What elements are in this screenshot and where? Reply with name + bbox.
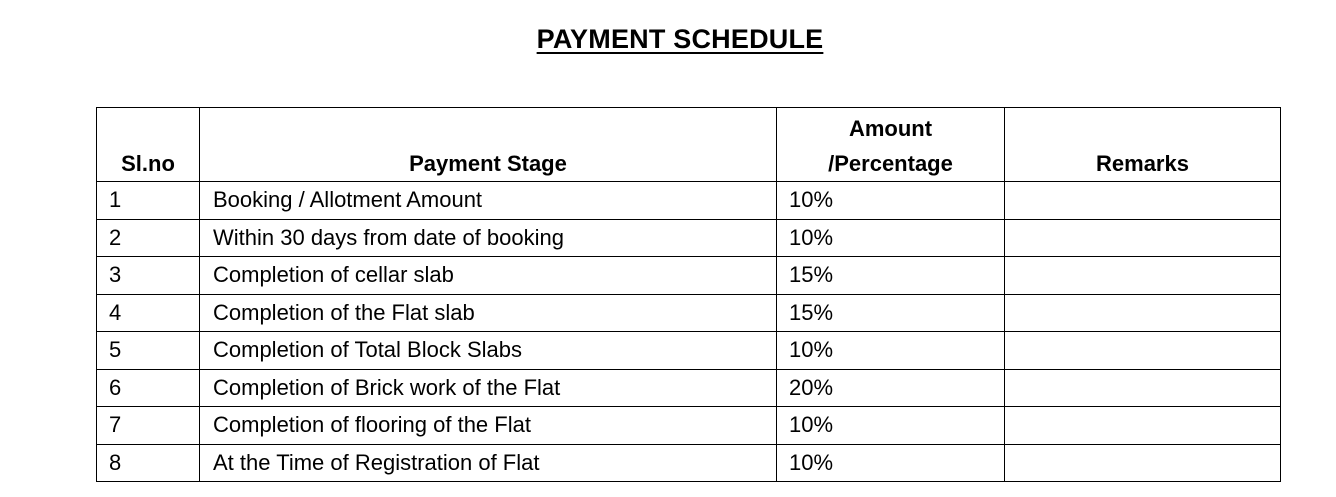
cell-amount: 15% bbox=[777, 257, 1005, 295]
header-amount-line1: Amount bbox=[848, 116, 933, 141]
cell-amount: 10% bbox=[777, 219, 1005, 257]
table-row bbox=[97, 182, 1281, 220]
table-row bbox=[97, 332, 1281, 370]
cell-remarks bbox=[1005, 369, 1281, 407]
cell-remarks bbox=[1005, 332, 1281, 370]
cell-remarks bbox=[1005, 294, 1281, 332]
cell-slno: 7 bbox=[97, 407, 200, 445]
table-row bbox=[97, 369, 1281, 407]
cell-slno: 2 bbox=[97, 219, 200, 257]
cell-slno: 4 bbox=[97, 294, 200, 332]
page-title: PAYMENT SCHEDULE bbox=[536, 24, 824, 54]
table-row bbox=[97, 219, 1281, 257]
cell-payment-stage: At the Time of Registration of Flat bbox=[200, 444, 777, 482]
cell-payment-stage: Completion of Total Block Slabs bbox=[200, 332, 777, 370]
cell-remarks bbox=[1005, 257, 1281, 295]
cell-amount: 10% bbox=[777, 444, 1005, 482]
cell-amount: 20% bbox=[777, 369, 1005, 407]
header-amount bbox=[777, 108, 1005, 182]
cell-amount: 15% bbox=[777, 294, 1005, 332]
cell-amount: 10% bbox=[777, 332, 1005, 370]
table-header-row bbox=[97, 108, 1281, 182]
table-row bbox=[97, 294, 1281, 332]
cell-remarks bbox=[1005, 407, 1281, 445]
cell-payment-stage: Completion of Brick work of the Flat bbox=[200, 369, 777, 407]
payment-schedule-table bbox=[96, 107, 1281, 482]
cell-payment-stage: Completion of flooring of the Flat bbox=[200, 407, 777, 445]
cell-remarks bbox=[1005, 219, 1281, 257]
cell-remarks bbox=[1005, 182, 1281, 220]
cell-slno: 6 bbox=[97, 369, 200, 407]
header-amount-line2: /Percentage bbox=[828, 151, 953, 176]
cell-slno: 3 bbox=[97, 257, 200, 295]
cell-payment-stage: Completion of the Flat slab bbox=[200, 294, 777, 332]
table-row bbox=[97, 444, 1281, 482]
cell-amount: 10% bbox=[777, 407, 1005, 445]
cell-slno: 8 bbox=[97, 444, 200, 482]
cell-slno: 5 bbox=[97, 332, 200, 370]
table-row bbox=[97, 407, 1281, 445]
cell-slno: 1 bbox=[97, 182, 200, 220]
header-payment-stage: Payment Stage bbox=[200, 108, 777, 182]
header-slno: Sl.no bbox=[97, 108, 200, 182]
cell-payment-stage: Completion of cellar slab bbox=[200, 257, 777, 295]
cell-remarks bbox=[1005, 444, 1281, 482]
cell-amount: 10% bbox=[777, 182, 1005, 220]
cell-payment-stage: Within 30 days from date of booking bbox=[200, 219, 777, 257]
table-row bbox=[97, 257, 1281, 295]
cell-payment-stage: Booking / Allotment Amount bbox=[200, 182, 777, 220]
header-remarks: Remarks bbox=[1005, 108, 1281, 182]
